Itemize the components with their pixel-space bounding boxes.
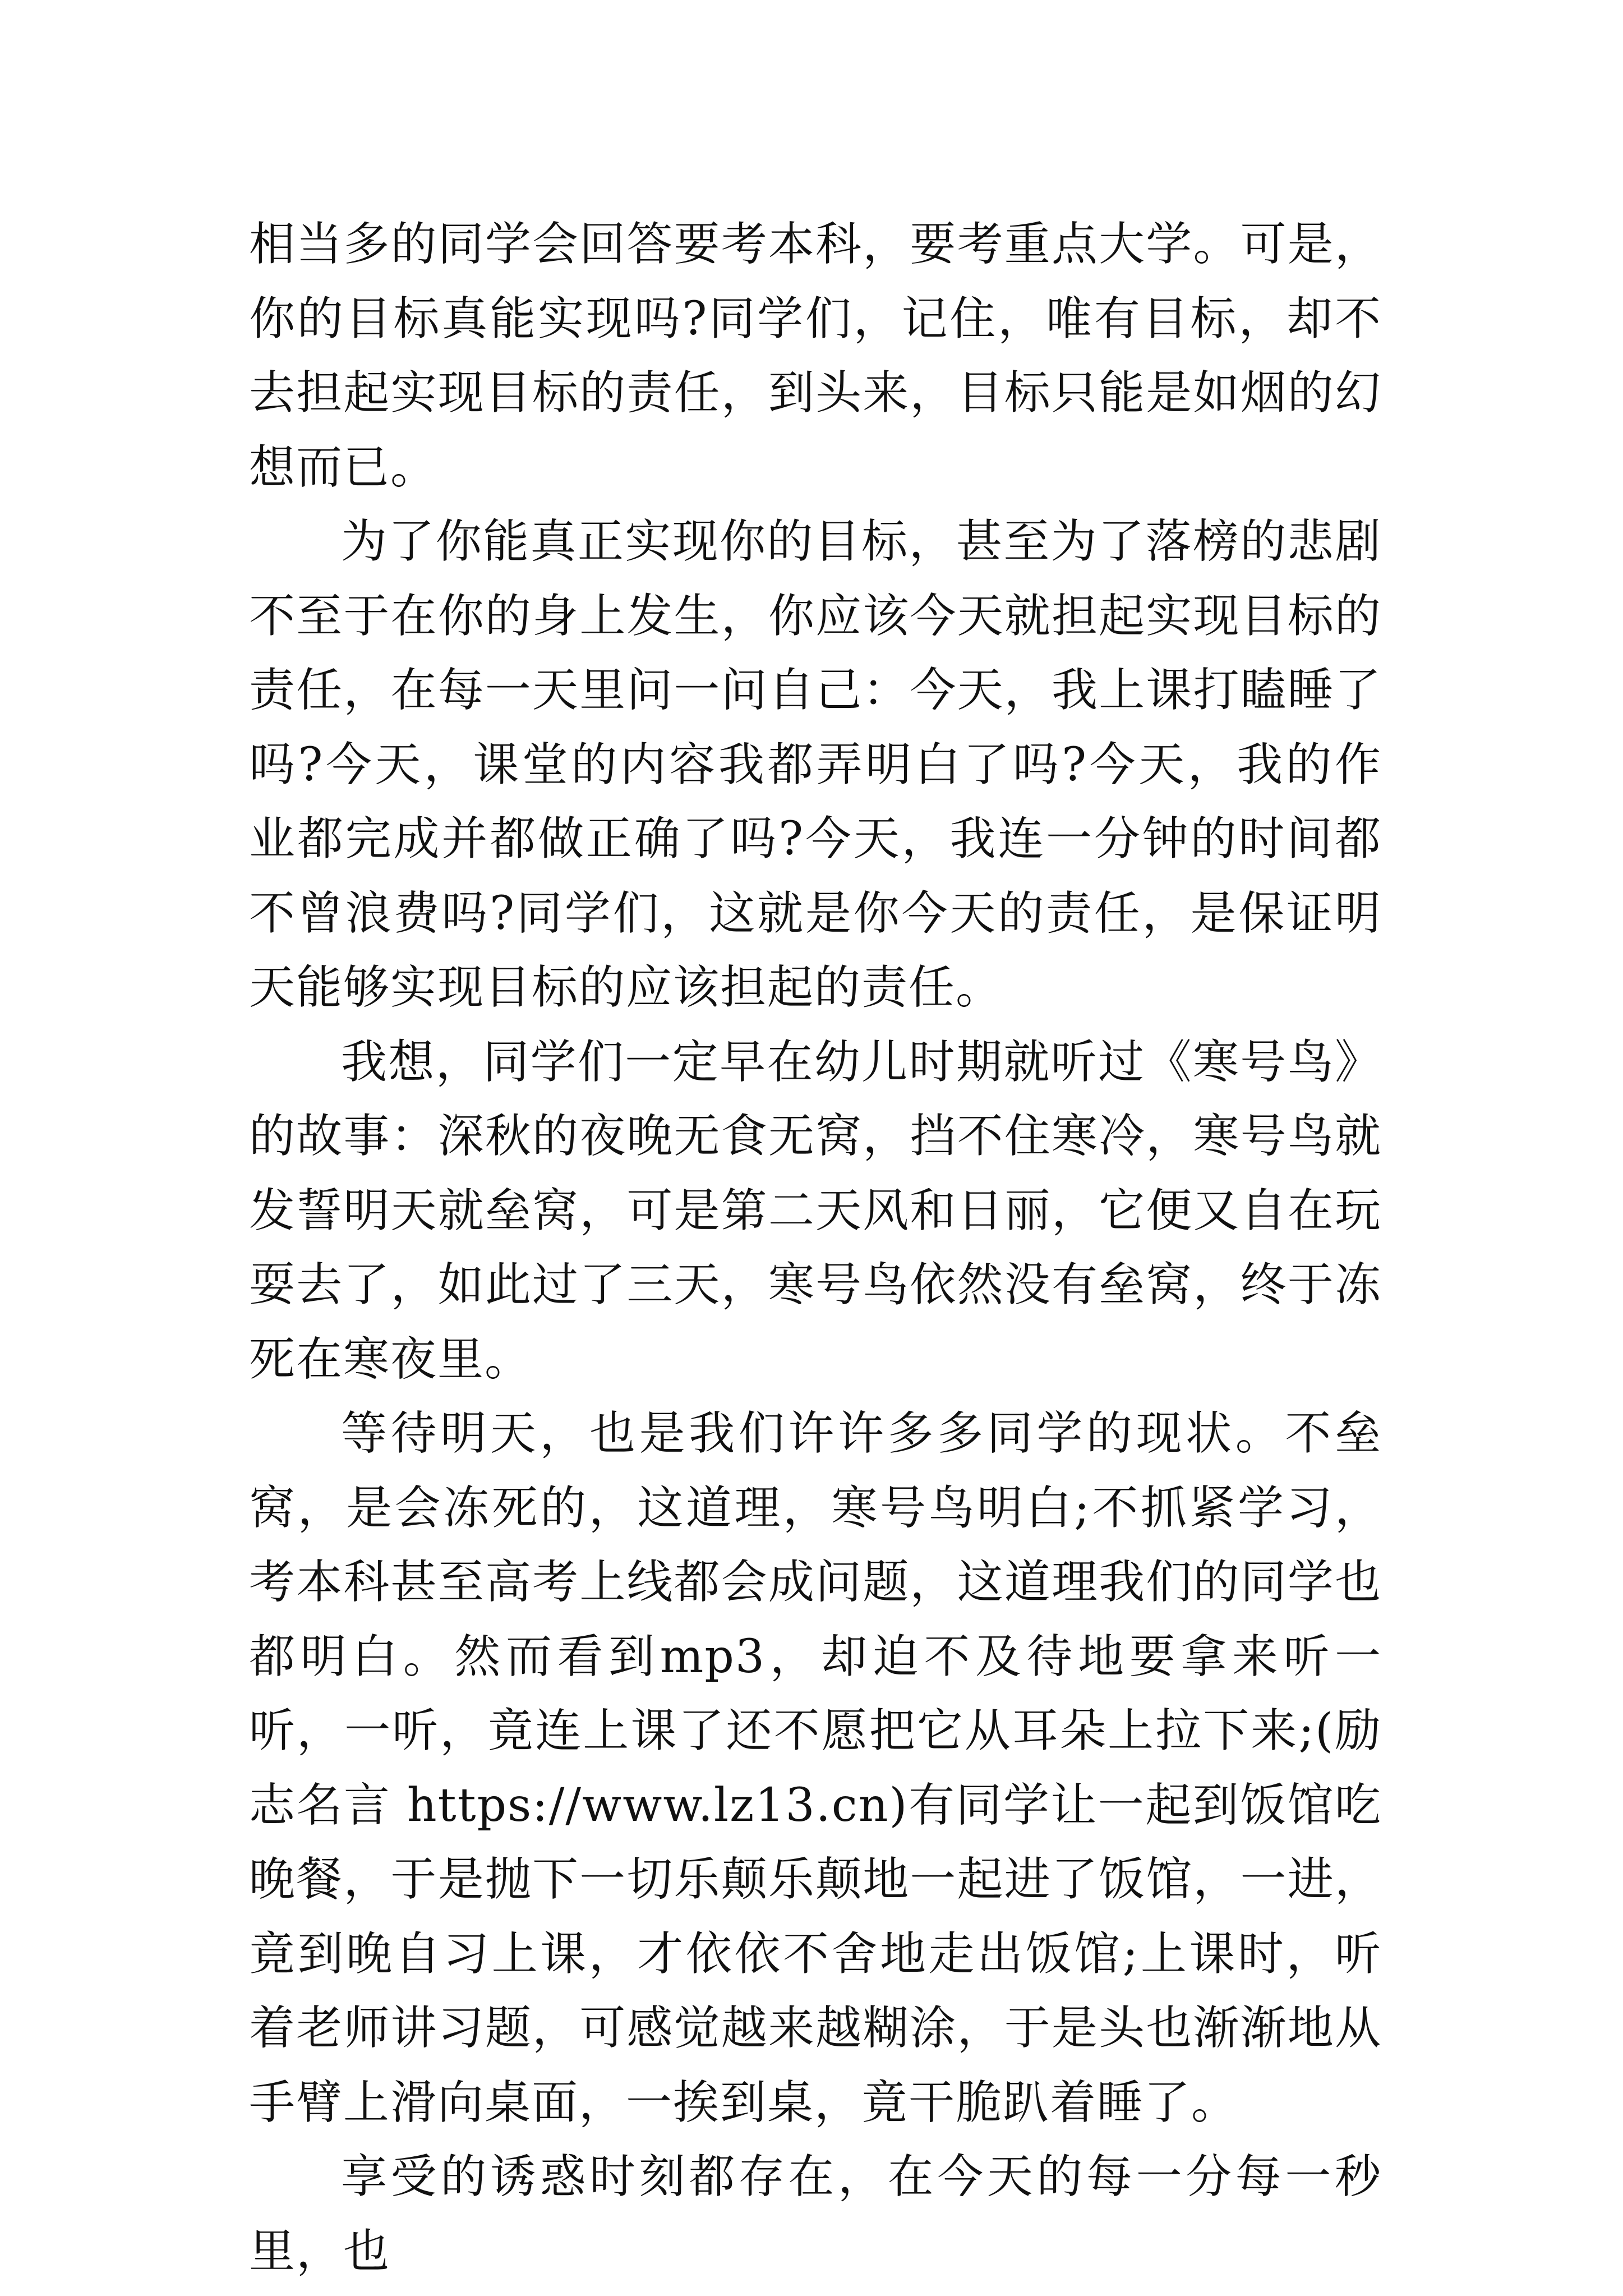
paragraph-1: 相当多的同学会回答要考本科，要考重点大学。可是，你的目标真能实现吗?同学们，记住，唯有目标，却不去担起实现目标的责任，到头来，目标只能是如烟的幻想而已。 [249,218,1382,494]
document-body [249,208,1382,2289]
paragraph-4: 等待明天，也是我们许许多多同学的现状。不垒窝，是会冻死的，这道理，寒号鸟明白;不抓紧学习，考本科甚至高考上线都会成问题，这道理我们的同学也都明白。然而看到mp3，却迫不及待地要拿来听一听，一听，竟连上课了还不愿把它从耳朵上拉下来;(励志名言 https://www.lz13.cn)有同学让一起到饭馆吃晚餐，于是抛下一切乐颠乐颠地一起进了饭馆，一进，竟到晚自习上课，才依依不舍地走出饭馆;上课时，听着老师讲习题，可感觉越来越糊涂，于是头也渐渐地从手臂上滑向桌面，一挨到桌，竟干脆趴着睡了。 [249,1407,1382,2129]
paragraph-2: 为了你能真正实现你的目标，甚至为了落榜的悲剧不至于在你的身上发生，你应该今天就担起实现目标的责任，在每一天里问一问自己：今天，我上课打瞌睡了吗?今天，课堂的内容我都弄明白了吗?今天，我的作业都完成并都做正确了吗?今天，我连一分钟的时间都不曾浪费吗?同学们，这就是你今天的责任，是保证明天能够实现目标的应该担起的责任。 [249,515,1382,1014]
paragraph-5: 享受的诱惑时刻都存在，在今天的每一分每一秒里，也 [249,2150,1382,2278]
paragraph-3: 我想，同学们一定早在幼儿时期就听过《寒号鸟》的故事：深秋的夜晚无食无窝，挡不住寒冷，寒号鸟就发誓明天就垒窝，可是第二天风和日丽，它便又自在玩耍去了，如此过了三天，寒号鸟依然没有垒窝，终于冻死在寒夜里。 [249,1035,1382,1386]
